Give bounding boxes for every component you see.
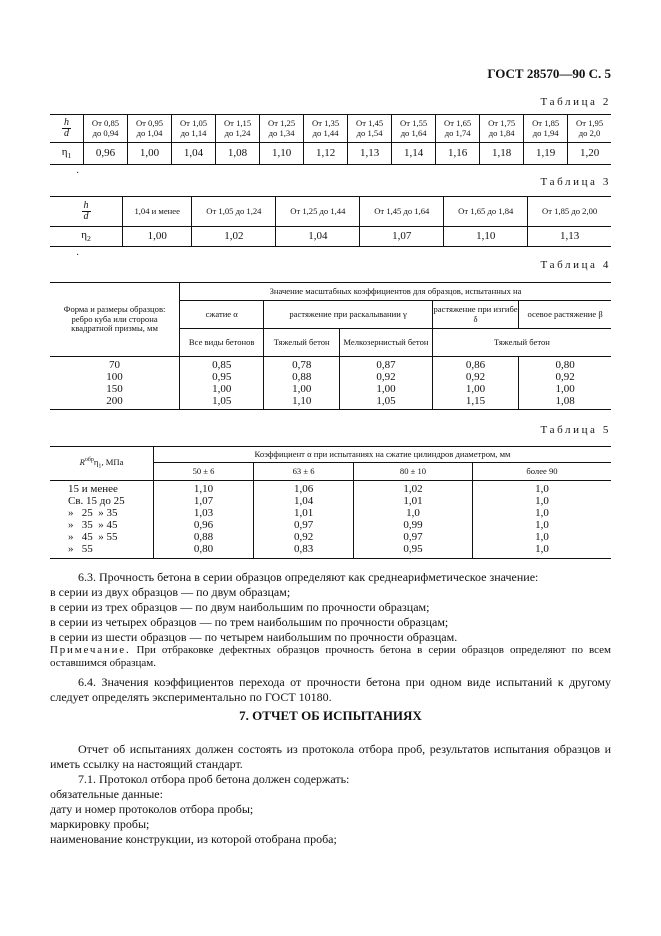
table4-group-axial: осевое растяжение β bbox=[527, 308, 603, 319]
paragraph-line: в серии из трех образцов — по двум наибольшим по прочности образцам; bbox=[50, 600, 430, 614]
section-title: 7. ОТЧЕТ ОБ ИСПЫТАНИЯХ bbox=[239, 708, 422, 723]
table5-value: 0,97 bbox=[254, 519, 354, 531]
note bbox=[50, 644, 611, 670]
paragraph-line: в серии из двух образцов — по двум образцам; bbox=[50, 585, 291, 599]
table5-value: 0,92 bbox=[254, 531, 354, 543]
table3-range: От 1,45 до 1,64 bbox=[360, 197, 444, 227]
table2-range: От 1,55 до 1,64 bbox=[392, 115, 436, 143]
table5-top-header: Коэффициент α при испытаниях на сжатие цилиндров диаметром, мм bbox=[154, 447, 612, 463]
table3-value: 1,07 bbox=[360, 227, 444, 247]
table4 bbox=[50, 282, 611, 410]
table2-value: 1,16 bbox=[436, 143, 480, 165]
table4-value: 1,00 bbox=[555, 383, 575, 396]
table2 bbox=[50, 114, 611, 165]
table2-value: 0,96 bbox=[84, 143, 128, 165]
paragraph-line: 6.3. Прочность бетона в серии образцов определяют как среднеарифметическое значение: bbox=[78, 570, 539, 584]
table5-value: 0,99 bbox=[354, 519, 473, 531]
table3-range: От 1,05 до 1,24 bbox=[192, 197, 276, 227]
table5-label: » 25 » 35 bbox=[50, 507, 154, 519]
table4-row-header: Форма и размеры образцов: ребро куба или сторона квадратной призмы, мм bbox=[50, 283, 180, 357]
table5-label: » 55 bbox=[50, 543, 154, 558]
table5-row-header: $R^{обр}\eta_1$, МПа bbox=[50, 447, 154, 481]
table5-label: 15 и менее bbox=[50, 481, 154, 496]
table2-range: От 1,75 до 1,84 bbox=[480, 115, 524, 143]
table4-sub-heavy-2: Тяжелый бетон bbox=[493, 336, 550, 347]
table4-value: 0,87 bbox=[340, 357, 433, 372]
table5-value: 0,97 bbox=[354, 531, 473, 543]
table3-caption: Таблица 3 bbox=[540, 176, 611, 188]
table4-value: 0,88 bbox=[264, 371, 340, 383]
paragraph-line: наименование конструкции, из которой отобрана проба; bbox=[50, 832, 337, 846]
table2-value: 1,00 bbox=[128, 143, 172, 165]
table4-top-header: Значение масштабных коэффициентов для образцов, испытанных на bbox=[180, 283, 611, 301]
paragraph-line: в серии из шести образцов — по четырем наибольшим по прочности образцам. bbox=[50, 630, 458, 644]
table4-sub-heavy: Тяжелый бетон bbox=[264, 329, 340, 357]
table5-value: 1,03 bbox=[154, 507, 254, 519]
stray-mark: · bbox=[76, 250, 80, 261]
table4-caption: Таблица 4 bbox=[540, 259, 611, 271]
table2-range: От 1,35 до 1,44 bbox=[304, 115, 348, 143]
paragraph-line: маркировку пробы; bbox=[50, 817, 150, 831]
table4-value: 0,92 bbox=[432, 371, 518, 383]
table2-value: 1,14 bbox=[392, 143, 436, 165]
paragraph-line: дату и номер протоколов отбора пробы; bbox=[50, 802, 254, 816]
table5-value: 1,07 bbox=[154, 495, 254, 507]
paragraph-7: Отчет об испытаниях должен состоять из протокола отбора проб, результатов испытания образцов и иметь ссылку на настоящий стандарт. bbox=[50, 742, 611, 771]
table2-hd-header: $\frac{h}{d}$ bbox=[50, 115, 84, 143]
table5-diam-header: более 90 bbox=[526, 465, 558, 476]
table3-range: 1,04 и менее bbox=[123, 197, 192, 227]
table3-row-label: $\eta_2$ bbox=[50, 227, 123, 247]
table2-value: 1,08 bbox=[216, 143, 260, 165]
table2-value: 1,04 bbox=[172, 143, 216, 165]
table2-range: От 1,05 до 1,14 bbox=[172, 115, 216, 143]
table5-value: 1,01 bbox=[254, 507, 354, 519]
table2-value: 1,13 bbox=[348, 143, 392, 165]
paragraph-line: в серии из четырех образцов — по трем наибольшим по прочности образцам; bbox=[50, 615, 449, 629]
paragraph-7-1 bbox=[50, 772, 611, 847]
table4-value: 1,10 bbox=[264, 395, 340, 410]
table5-caption: Таблица 5 bbox=[540, 424, 611, 436]
table2-row-label: $\eta_1$ bbox=[50, 143, 84, 165]
table4-value: 0,78 bbox=[264, 357, 340, 372]
table3-range: От 1,65 до 1,84 bbox=[444, 197, 528, 227]
table5 bbox=[50, 446, 611, 559]
table4-value: 0,92 bbox=[340, 371, 433, 383]
table4-value: 0,92 bbox=[555, 371, 575, 384]
table4-value: 1,00 bbox=[264, 383, 340, 395]
table4-group-bending: растяжение при изгибе δ bbox=[432, 301, 518, 329]
table5-diam-header: 63 ± 6 bbox=[254, 463, 354, 481]
table4-size: 150 bbox=[50, 383, 180, 395]
table5-value: 0,83 bbox=[254, 543, 354, 558]
table4-value: 1,00 bbox=[340, 383, 433, 395]
table5-value: 0,88 bbox=[154, 531, 254, 543]
table5-value: 1,0 bbox=[535, 519, 549, 532]
table5-label: Св. 15 до 25 bbox=[50, 495, 154, 507]
table5-label: » 35 » 45 bbox=[50, 519, 154, 531]
table5-value: 1,0 bbox=[354, 507, 473, 519]
table2-range: От 1,15 до 1,24 bbox=[216, 115, 260, 143]
table4-group-compression: сжатие α bbox=[180, 301, 264, 329]
table2-value: 1,19 bbox=[524, 143, 568, 165]
table5-value: 1,0 bbox=[535, 495, 549, 508]
table2-caption: Таблица 2 bbox=[540, 96, 611, 108]
table2-value: 1,20 bbox=[579, 147, 600, 160]
table5-value: 1,01 bbox=[354, 495, 473, 507]
table4-sub-all: Все виды бетонов bbox=[180, 329, 264, 357]
stray-mark: · bbox=[76, 168, 80, 179]
table5-value: 1,02 bbox=[354, 481, 473, 496]
table4-value: 0,95 bbox=[180, 371, 264, 383]
table2-value: 1,10 bbox=[260, 143, 304, 165]
table5-value: 1,04 bbox=[254, 495, 354, 507]
table2-value: 1,12 bbox=[304, 143, 348, 165]
table5-value: 1,06 bbox=[254, 481, 354, 496]
table2-range: От 0,85 до 0,94 bbox=[84, 115, 128, 143]
paragraph-6-3 bbox=[50, 570, 611, 645]
page-header: ГОСТ 28570—90 С. 5 bbox=[487, 66, 611, 81]
table4-value: 0,80 bbox=[555, 359, 575, 371]
table4-size: 200 bbox=[50, 395, 180, 410]
table2-range: От 1,95 до 2,0 bbox=[576, 118, 604, 138]
table3 bbox=[50, 196, 611, 247]
table5-value: 1,0 bbox=[535, 507, 549, 520]
table5-diam-header: 50 ± 6 bbox=[154, 463, 254, 481]
table5-label: » 45 » 55 bbox=[50, 531, 154, 543]
table4-value: 1,00 bbox=[432, 383, 518, 395]
table3-value: 1,10 bbox=[444, 227, 528, 247]
table3-value: 1,00 bbox=[123, 227, 192, 247]
table5-value: 0,95 bbox=[354, 543, 473, 558]
paragraph-6-4: 6.4. Значения коэффициентов перехода от прочности бетона при одном виде испытаний к другому следует определять экспериментально по ГОСТ 10180. bbox=[50, 675, 611, 704]
table4-value: 1,05 bbox=[180, 395, 264, 410]
table2-range: От 1,25 до 1,34 bbox=[260, 115, 304, 143]
table4-value: 1,00 bbox=[180, 383, 264, 395]
paragraph-line: обязательные данные: bbox=[50, 787, 163, 801]
table3-value: 1,02 bbox=[192, 227, 276, 247]
table5-value: 1,0 bbox=[535, 543, 549, 556]
table5-value: 0,96 bbox=[154, 519, 254, 531]
table2-range: От 1,65 до 1,74 bbox=[436, 115, 480, 143]
table4-size: 100 bbox=[50, 371, 180, 383]
table5-diam-header: 80 ± 10 bbox=[354, 463, 473, 481]
note-text: При отбраковке дефектных образцов прочность бетона в серии образцов определяют по всем оставшимся образцам. bbox=[50, 644, 611, 669]
table4-value: 1,15 bbox=[432, 395, 518, 410]
paragraph-line: 7.1. Протокол отбора проб бетона должен содержать: bbox=[78, 772, 350, 786]
table2-range: От 1,45 до 1,54 bbox=[348, 115, 392, 143]
table4-sub-fine: Мелкозернистый бетон bbox=[340, 329, 433, 357]
table2-range: От 1,85 до 1,94 bbox=[524, 115, 568, 143]
table2-value: 1,18 bbox=[480, 143, 524, 165]
table3-hd-header: $\frac{h}{d}$ bbox=[50, 197, 123, 227]
table4-value: 0,86 bbox=[432, 357, 518, 372]
table2-range: От 0,95 до 1,04 bbox=[128, 115, 172, 143]
table4-value: 0,85 bbox=[180, 357, 264, 372]
table3-range: От 1,25 до 1,44 bbox=[276, 197, 360, 227]
table4-value: 1,08 bbox=[555, 395, 575, 408]
table3-range: От 1,85 до 2,00 bbox=[542, 205, 598, 216]
table5-value: 1,0 bbox=[535, 483, 549, 495]
table5-value: 1,10 bbox=[154, 481, 254, 496]
table3-value: 1,04 bbox=[276, 227, 360, 247]
table4-group-splitting: растяжение при раскалывании γ bbox=[264, 301, 433, 329]
table4-value: 1,05 bbox=[340, 395, 433, 410]
note-label: Примечание. bbox=[50, 644, 131, 656]
table4-size: 70 bbox=[50, 357, 180, 372]
table5-value: 1,0 bbox=[535, 531, 549, 544]
table5-value: 0,80 bbox=[154, 543, 254, 558]
table3-value: 1,13 bbox=[559, 230, 580, 243]
